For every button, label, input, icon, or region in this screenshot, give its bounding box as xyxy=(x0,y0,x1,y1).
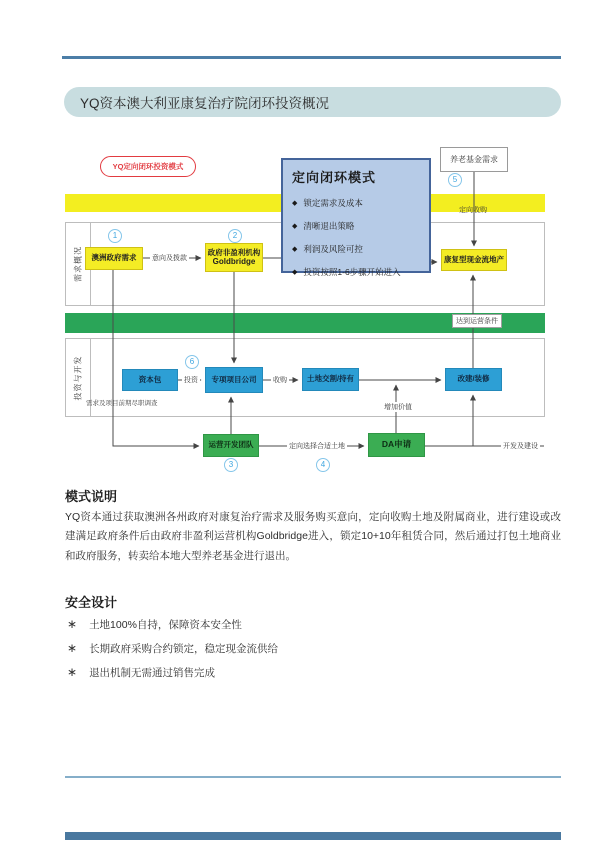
step-3-badge: 3 xyxy=(224,458,238,472)
diamond-bullet-icon: ◆ xyxy=(292,269,298,276)
asterisk-bullet-icon: ∗ xyxy=(67,665,78,679)
safety-bullet-text: 长期政府采购合约锁定，稳定现金流供给 xyxy=(89,643,279,655)
model-section-heading: 模式说明 xyxy=(65,489,118,504)
phase1-vertical-label: 需求概况 xyxy=(73,246,83,282)
callout-bullet-text: 锁定需求及成本 xyxy=(303,198,363,208)
callout-bullet-text: 清晰退出策略 xyxy=(303,221,355,231)
callout-bullet xyxy=(292,220,420,232)
box-project-company: 专项项目公司 xyxy=(205,367,263,393)
callout-title: 定向闭环模式 xyxy=(292,170,377,185)
step-1-badge: 1 xyxy=(108,229,122,243)
goldbridge-line1: 政府非盈利机构 xyxy=(207,247,261,257)
box-renovation: 改建/装修 xyxy=(445,368,502,391)
label-operating-condition: 达到运营条件 xyxy=(452,314,502,328)
edge-label-invest: 投资 xyxy=(184,377,198,384)
diamond-bullet-icon: ◆ xyxy=(292,246,298,253)
edge-label-acquire: 收购 xyxy=(273,377,287,384)
page-title-text: YQ资本澳大利亚康复治疗院闭环投资概况 xyxy=(80,96,330,111)
diamond-bullet-icon: ◆ xyxy=(292,200,298,207)
closed-loop-callout xyxy=(281,158,431,277)
box-goldbridge xyxy=(205,243,263,272)
asterisk-bullet-icon: ∗ xyxy=(67,641,78,655)
callout-bullet-list xyxy=(292,197,420,278)
box-pension-fund-demand: 养老基金需求 xyxy=(440,147,508,172)
goldbridge-line2: Goldbridge xyxy=(212,257,256,267)
box-land-settlement: 土地交割/持有 xyxy=(302,368,359,391)
safety-bullet-text: 土地100%自持，保障资本安全性 xyxy=(89,619,242,631)
box-rehab-asset: 康复型现金流地产 xyxy=(441,249,507,271)
phase2-vertical-label: 投资与开发 xyxy=(73,355,83,401)
safety-bullet-text: 退出机制无需通过销售完成 xyxy=(89,667,216,679)
model-section-body: YQ资本通过获取澳洲各州政府对康复治疗需求及服务购买意向，定向收购土地及附属商业，进行建设或改建满足政府条件后由政府非盈利运营机构Goldbridge进入，锁定10+10年租赁合同，然后通过打包土地商业和政府服务，转卖给本地大型养老基金进行退出。 xyxy=(65,511,561,562)
step-4-badge: 4 xyxy=(316,458,330,472)
label-targeted-acquisition: 定向收购 xyxy=(459,207,487,214)
asterisk-bullet-icon: ∗ xyxy=(67,617,78,631)
edge-label-develop-build: 开发及建设 xyxy=(503,443,538,450)
callout-bullet xyxy=(292,266,420,278)
callout-bullet-text: 投资按照1-6步骤开始进入 xyxy=(303,267,401,277)
label-due-diligence: 需求及项目前期尽职调查 xyxy=(86,400,158,407)
box-gov-demand: 澳洲政府需求 xyxy=(85,247,143,270)
callout-bullet xyxy=(292,197,420,209)
edge-label-select-land: 定向选择合适土地 xyxy=(289,443,345,450)
diamond-bullet-icon: ◆ xyxy=(292,223,298,230)
step-2-badge: 2 xyxy=(228,229,242,243)
callout-bullet-text: 利润及风险可控 xyxy=(303,244,363,254)
box-ops-team: 运营开发团队 xyxy=(203,434,259,457)
box-capital-package: 资本包 xyxy=(122,369,178,391)
callout-bullet xyxy=(292,243,420,255)
edge-label-intent-funding: 意向及拨款 xyxy=(152,255,187,262)
step-5-badge: 5 xyxy=(448,173,462,187)
edge-label-add-value: 增加价值 xyxy=(384,404,412,411)
safety-section-heading: 安全设计 xyxy=(65,595,118,610)
step-6-badge: 6 xyxy=(185,355,199,369)
model-badge: YQ定向闭环投资模式 xyxy=(100,156,196,177)
box-da-application: DA申请 xyxy=(368,433,425,457)
